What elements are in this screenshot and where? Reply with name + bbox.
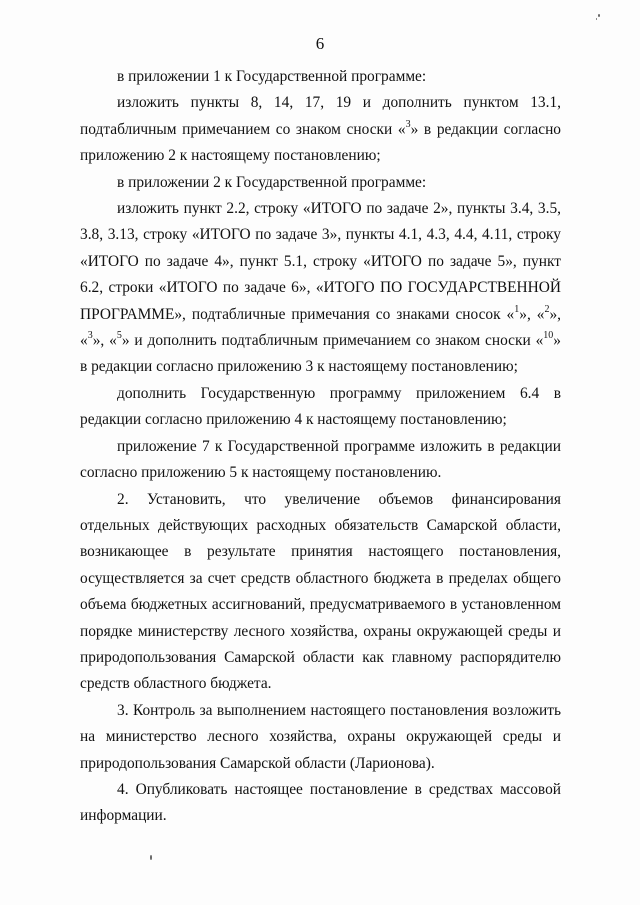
- paragraph-clause-3: 3. Контроль за выполнением настоящего постановления возложить на министерство лесного хозяйства, охраны окружающей среды и природопользования Самарской области (Ларионова).: [80, 701, 561, 772]
- text-segment: » в редакции согласно приложению 3 к настоящему постановлению;: [80, 332, 561, 376]
- text-segment: », «: [519, 305, 545, 323]
- paragraph-appendix-2-items: [80, 196, 561, 381]
- paragraph-appendix-1-intro: в приложении 1 к Государственной программе:: [117, 68, 427, 85]
- text-segment: изложить пункты 8, 14, 17, 19 и дополнить пунктом 13.1, подтабличным примечанием со знаком сноски «: [80, 94, 561, 138]
- text-segment: », «: [92, 332, 117, 350]
- footnote-mark: 5: [116, 329, 122, 341]
- paragraph-appendix-7: приложение 7 к Государственной программе изложить в редакции согласно приложению 5 к настоящему постановлению.: [80, 437, 561, 482]
- footnote-mark: 2: [544, 303, 550, 315]
- footnote-mark: 10: [543, 329, 554, 341]
- page-number: 6: [315, 34, 325, 53]
- paragraph-appendix-6-4: дополнить Государственную программу приложением 6.4 в редакции согласно приложению 4 к настоящему постановлению;: [80, 384, 561, 429]
- text-segment: », «: [80, 305, 561, 350]
- paragraph-clause-2: 2. Установить, что увеличение объемов финансирования отдельных действующих расходных обязательств Самарской области, возникающее в результате принятия настоящего постановления, осуществляется за счет средств областного бюджета в пределах общего объема бюджетных ассигнований, предусматриваемого в установленном порядке министерству лесного хозяйства, охраны окружающей среды и природопользования Самарской области как главному распорядителю средств областного бюджета.: [80, 490, 561, 693]
- scan-speck: [150, 855, 152, 860]
- document-body: [80, 64, 561, 830]
- scan-speck: [598, 14, 600, 17]
- paragraph-appendix-1-items: [80, 90, 561, 169]
- paragraph-clause-4: 4. Опубликовать настоящее постановление в средствах массовой информации.: [80, 780, 561, 825]
- text-segment: » в редакции согласно приложению 2 к настоящему постановлению;: [80, 120, 561, 165]
- footnote-mark: 3: [87, 329, 93, 341]
- footnote-mark: 1: [514, 303, 520, 315]
- text-segment: » и дополнить подтабличным примечанием со знаком сноски «: [121, 332, 544, 350]
- text-segment: изложить пункт 2.2, строку «ИТОГО по задаче 2», пункты 3.4, 3.5, 3.8, 3.13, строку «ИТОГО по задаче 3», пункты 4.1, 4.3, 4.4, 4.11, строку «ИТОГО по задаче 4», пункт 5.1, строку «ИТОГО по задаче 5», пункт 6.2, строки «ИТОГО по задаче 6», «ИТОГО ПО ГОСУДАРСТВЕННОЙ ПРОГРАММЕ», подтабличные примечания со знаками сносок «: [80, 200, 561, 323]
- scan-speck: [596, 18, 597, 20]
- footnote-mark: 3: [405, 118, 411, 130]
- paragraph-appendix-2-intro: в приложении 2 к Государственной программе:: [117, 173, 427, 191]
